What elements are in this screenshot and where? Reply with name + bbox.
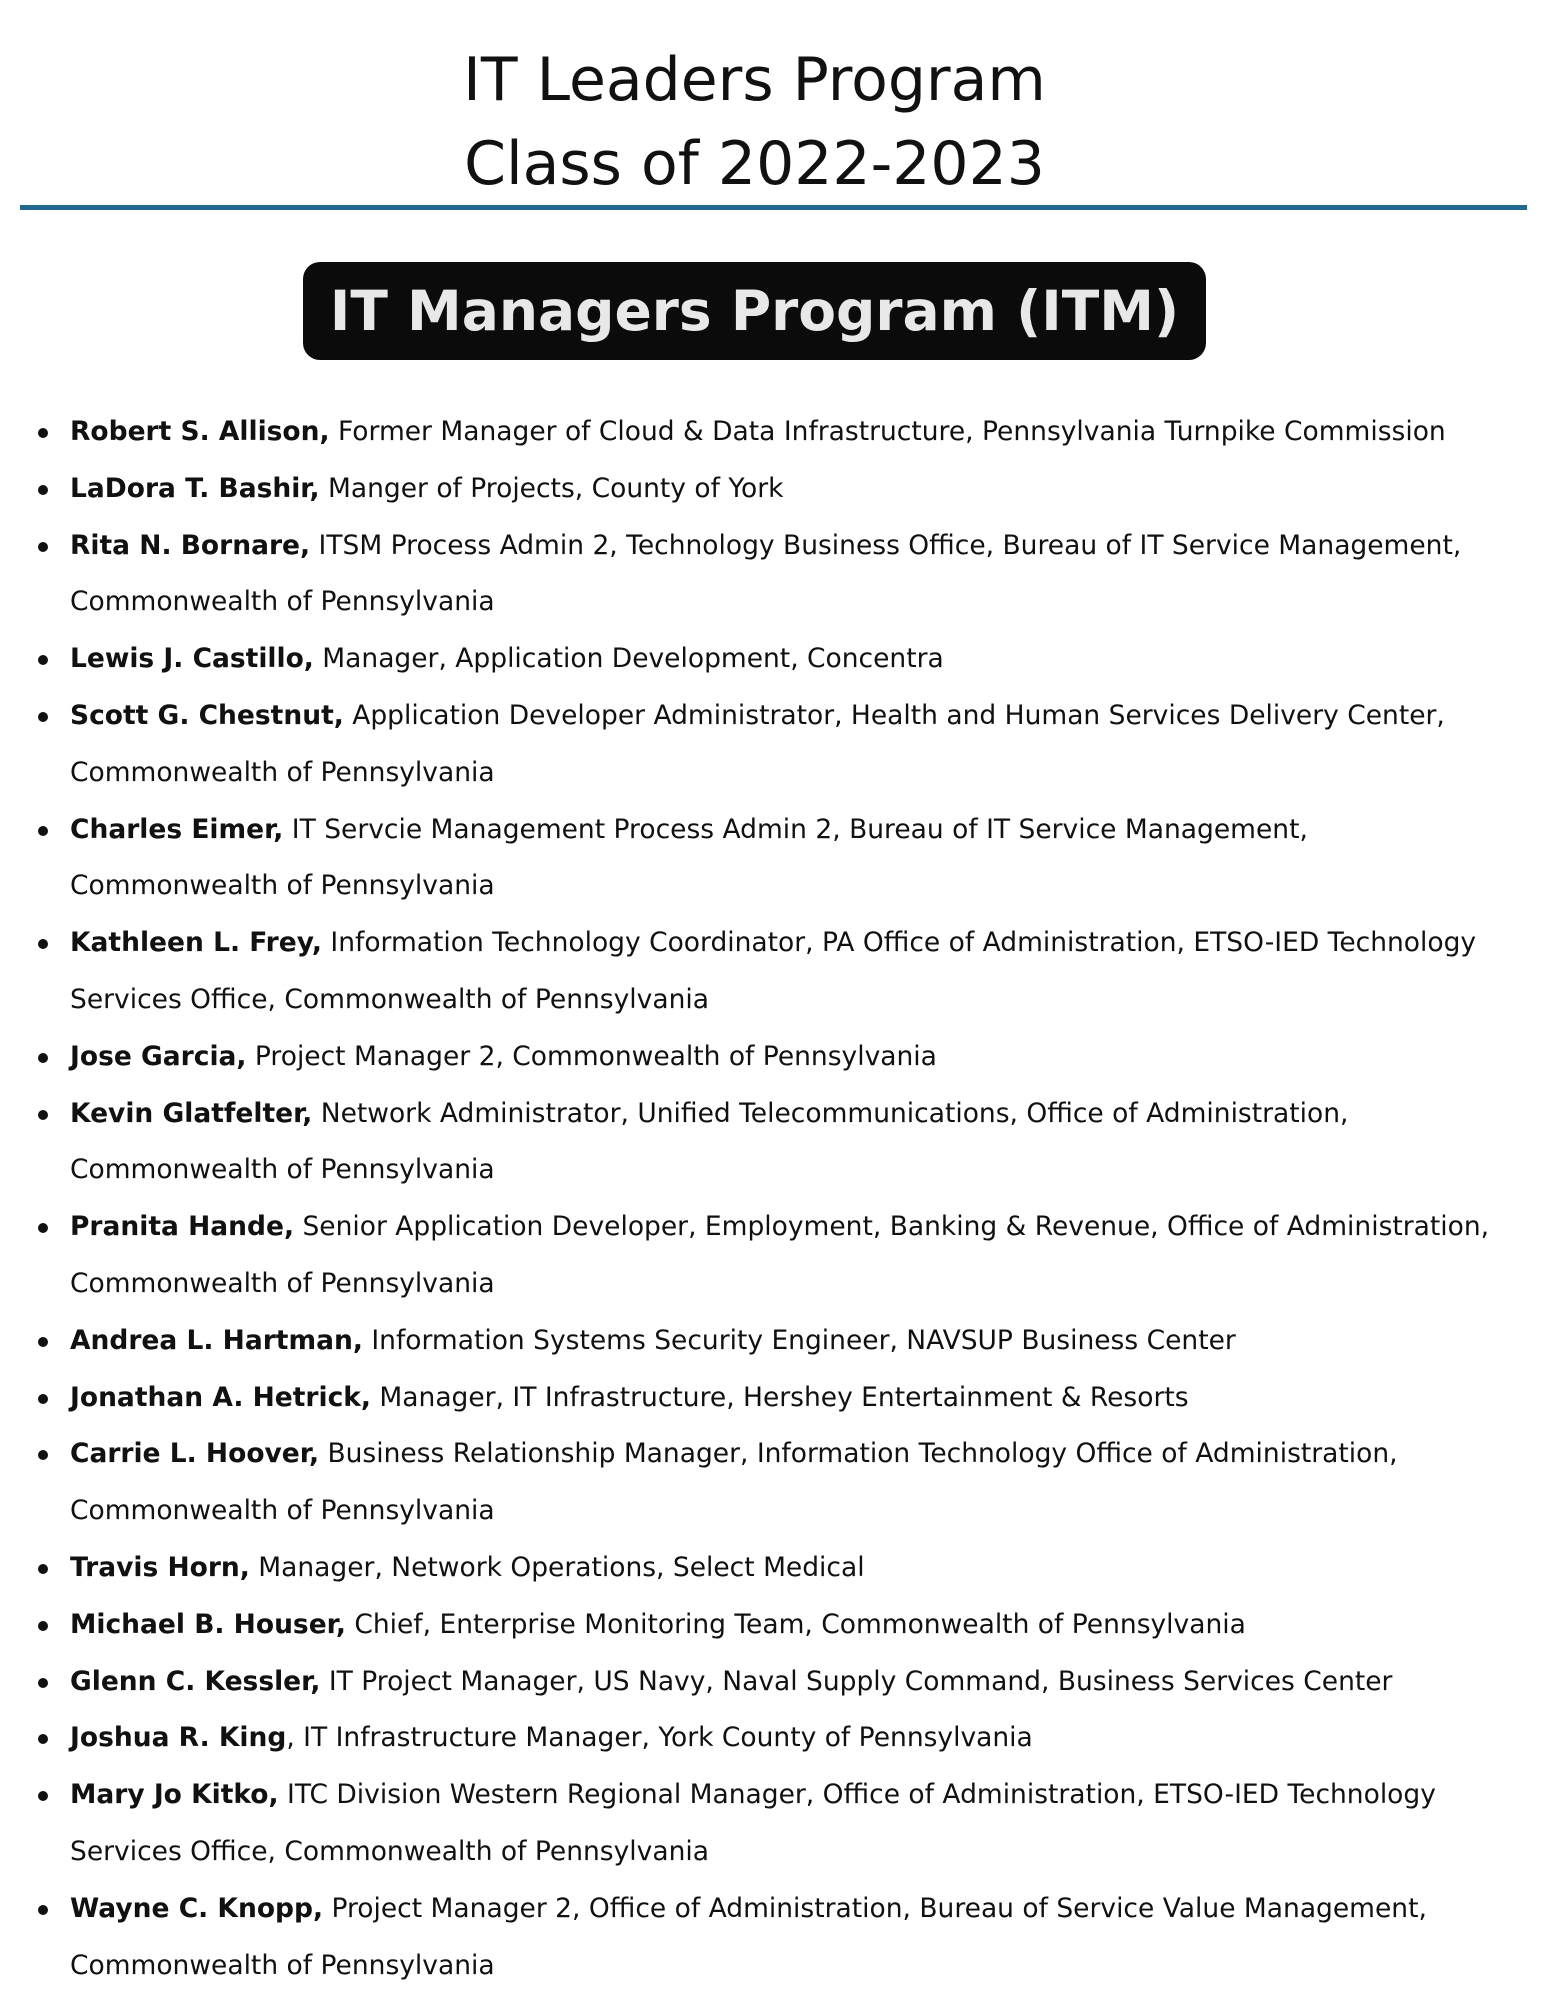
- member-detail: Former Manager of Cloud & Data Infrastructure, Pennsylvania Turnpike Commission: [329, 416, 1446, 447]
- member-detail: Manager, Application Development, Concentra: [313, 643, 944, 675]
- bullet-icon: [38, 542, 48, 552]
- list-item: [0, 1086, 1545, 1200]
- bullet-icon: [38, 1621, 48, 1631]
- member-detail: Senior Application Developer, Employment, Banking & Revenue, Office of Administration, Commonwealth of Pennsylvania: [70, 1211, 1490, 1299]
- list-item: [0, 404, 1545, 461]
- list-item: [0, 1426, 1545, 1540]
- header-divider: [20, 205, 1527, 210]
- bullet-icon: [38, 1791, 48, 1801]
- section-heading-wrap: [0, 262, 1509, 360]
- list-item: [0, 1767, 1545, 1881]
- member-name: LaDora T. Bashir,: [70, 472, 320, 504]
- list-item: [0, 1597, 1545, 1654]
- member-name: Travis Horn,: [70, 1551, 250, 1583]
- member-detail: Application Developer Administrator, Health and Human Services Delivery Center, Commonwealth of Pennsylvania: [70, 699, 1445, 788]
- list-item: [0, 461, 1545, 518]
- list-item: [0, 631, 1545, 688]
- bullet-icon: [38, 826, 48, 836]
- member-name: Kathleen L. Frey,: [70, 927, 322, 959]
- member-name: Charles Eimer,: [70, 813, 284, 845]
- member-detail: Manager, IT Infrastructure, Hershey Entertainment & Resorts: [371, 1381, 1189, 1413]
- bullet-icon: [38, 1394, 48, 1404]
- member-detail: Business Relationship Manager, Information Technology Office of Administration, Commonwealth of Pennsylvania: [70, 1438, 1398, 1527]
- member-name: Mary Jo Kitko,: [70, 1779, 279, 1811]
- member-detail: Information Systems Security Engineer, NAVSUP Business Center: [362, 1324, 1236, 1356]
- bullet-icon: [38, 1053, 48, 1063]
- bullet-icon: [38, 1564, 48, 1574]
- member-name: Rita N. Bornare,: [70, 529, 311, 561]
- member-detail: ITC Division Western Regional Manager, Office of Administration, ETSO-IED Technology Services Office, Commonwealth of Pennsylvania: [70, 1779, 1436, 1867]
- bullet-icon: [38, 1223, 48, 1233]
- member-list: [0, 404, 1545, 1994]
- list-item: [0, 1540, 1545, 1597]
- list-item: [0, 1313, 1545, 1370]
- list-item: [0, 1029, 1545, 1086]
- bullet-icon: [38, 1450, 48, 1460]
- member-detail: Information Technology Coordinator, PA Office of Administration, ETSO-IED Technology Services Office, Commonwealth of Pennsylvania: [70, 927, 1477, 1015]
- section-heading: IT Managers Program (ITM): [303, 262, 1206, 360]
- member-name: Andrea L. Hartman,: [70, 1324, 363, 1356]
- member-detail: Network Administrator, Unified Telecommunications, Office of Administration, Commonwealth of Pennsylvania: [70, 1097, 1349, 1186]
- member-name: Glenn C. Kessler,: [70, 1665, 321, 1697]
- member-name: Kevin Glatfelter,: [70, 1097, 313, 1129]
- member-name: Joshua R. King: [70, 1722, 287, 1754]
- member-name: Jonathan A. Hetrick,: [70, 1381, 371, 1413]
- list-item: [0, 688, 1545, 802]
- member-name: Jose Garcia,: [70, 1040, 247, 1072]
- bullet-icon: [38, 1110, 48, 1120]
- member-name: Wayne C. Knopp,: [70, 1892, 324, 1924]
- member-detail: IT Servcie Management Process Admin 2, Bureau of IT Service Management, Commonwealth of Pennsylvania: [70, 813, 1308, 902]
- member-detail: Project Manager 2, Office of Administration, Bureau of Service Value Management, Commonwealth of Pennsylvania: [70, 1892, 1427, 1981]
- member-detail: Manager, Network Operations, Select Medical: [249, 1551, 865, 1583]
- member-detail: Chief, Enterprise Monitoring Team, Commonwealth of Pennsylvania: [345, 1608, 1246, 1640]
- bullet-icon: [38, 939, 48, 949]
- bullet-icon: [38, 1905, 48, 1915]
- list-item: [0, 1199, 1545, 1313]
- member-name: Pranita Hande,: [70, 1211, 295, 1243]
- member-detail: Project Manager 2, Commonwealth of Pennsylvania: [246, 1040, 937, 1072]
- member-detail: IT Project Manager, US Navy, Naval Supply Command, Business Services Center: [320, 1665, 1393, 1697]
- list-item: [0, 915, 1545, 1029]
- bullet-icon: [38, 428, 48, 438]
- member-name: Carrie L. Hoover,: [70, 1438, 320, 1470]
- page-subtitle: Class of 2022-2023: [464, 129, 1045, 199]
- member-detail: ITSM Process Admin 2, Technology Business Office, Bureau of IT Service Management, Commonwealth of Pennsylvania: [70, 529, 1462, 618]
- member-name: Scott G. Chestnut,: [70, 699, 344, 731]
- bullet-icon: [38, 1678, 48, 1688]
- page-header: [0, 38, 1509, 206]
- bullet-icon: [38, 1734, 48, 1744]
- list-item: [0, 518, 1545, 632]
- list-item: [0, 1710, 1545, 1767]
- list-item: [0, 802, 1545, 916]
- bullet-icon: [38, 485, 48, 495]
- member-name: Michael B. Houser,: [70, 1608, 346, 1640]
- member-name: Lewis J. Castillo,: [70, 643, 314, 675]
- list-item: [0, 1881, 1545, 1995]
- bullet-icon: [38, 1337, 48, 1347]
- member-detail: Manger of Projects, County of York: [319, 472, 784, 504]
- list-item: [0, 1370, 1545, 1427]
- bullet-icon: [38, 655, 48, 665]
- member-detail: , IT Infrastructure Manager, York County of Pennsylvania: [286, 1722, 1033, 1754]
- member-name: Robert S. Allison,: [70, 416, 330, 447]
- list-item: [0, 1654, 1545, 1711]
- page-title: IT Leaders Program: [463, 45, 1046, 115]
- bullet-icon: [38, 712, 48, 722]
